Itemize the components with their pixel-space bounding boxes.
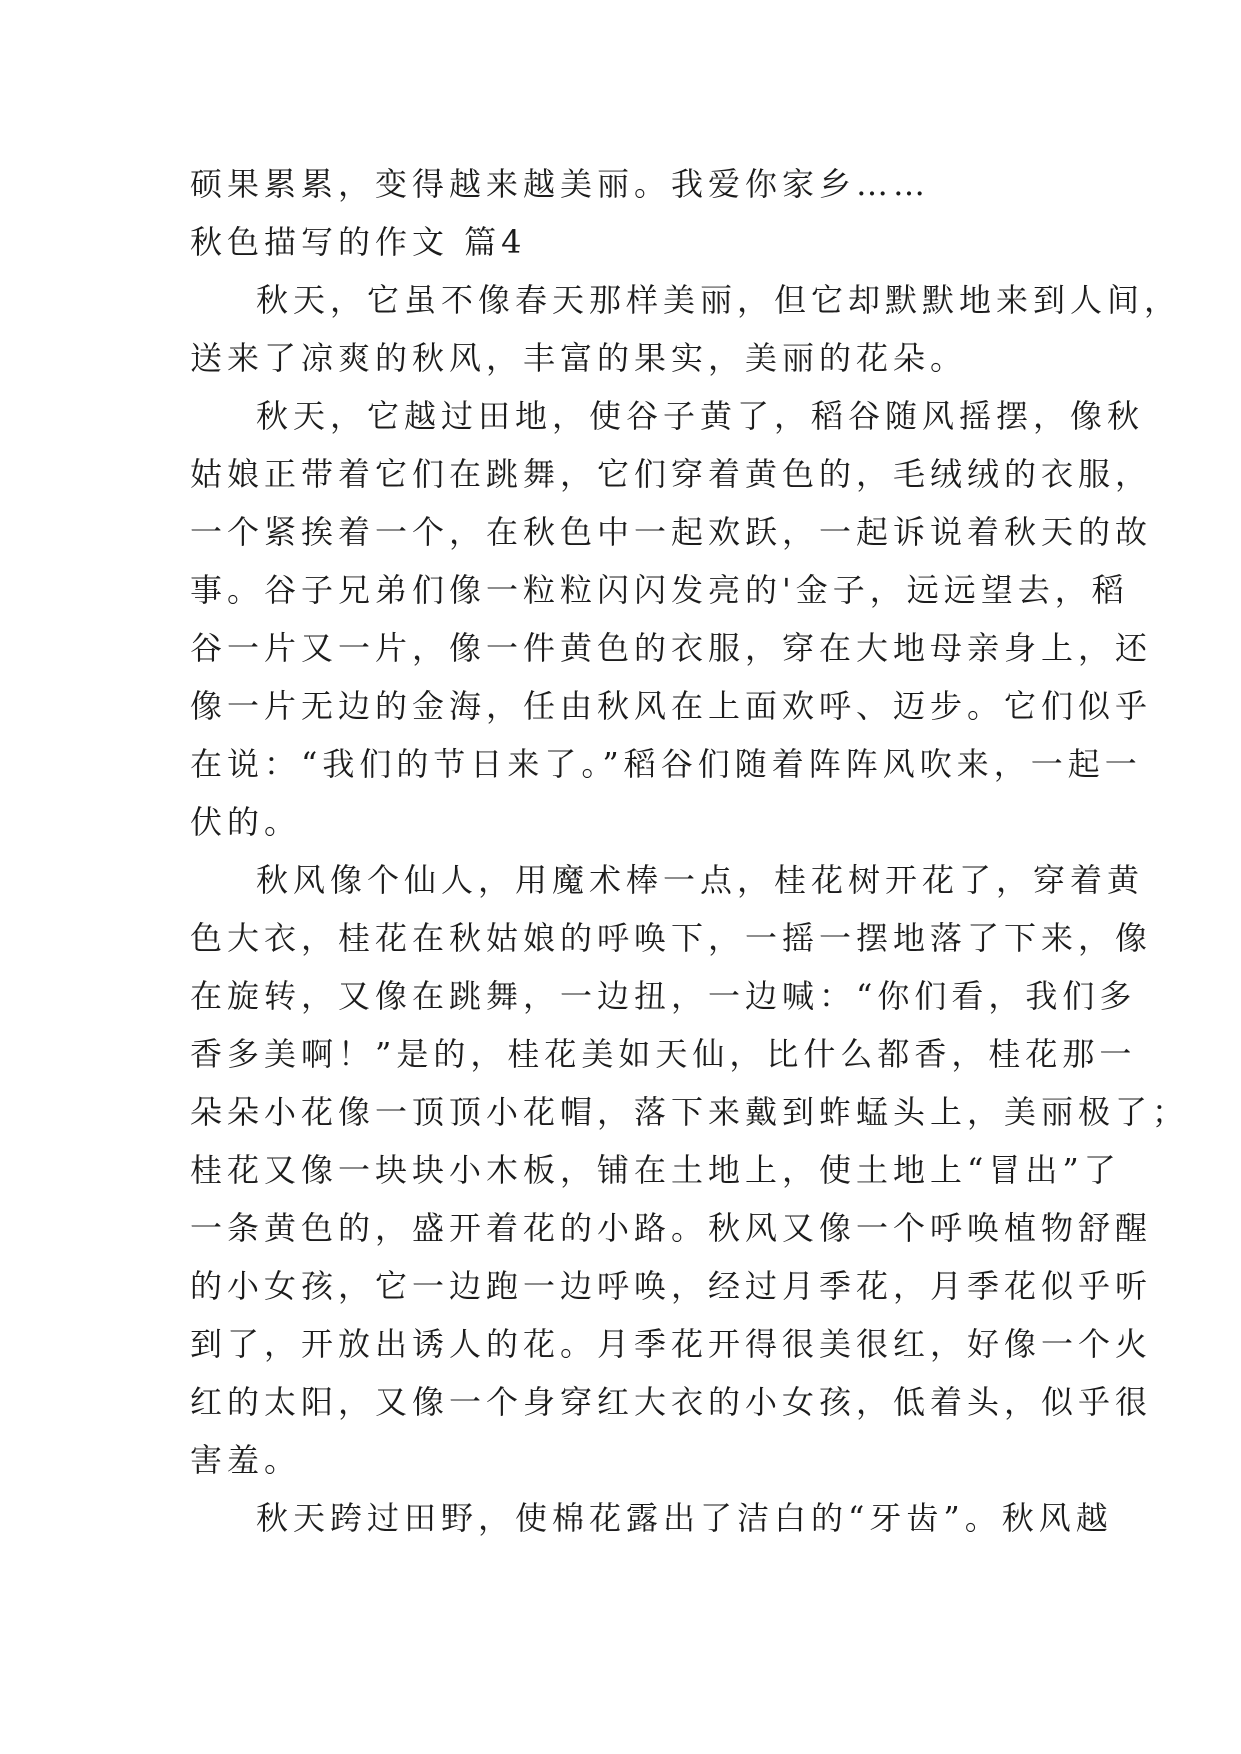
text-line: 送来了凉爽的秋风，丰富的果实，美丽的花朵。 bbox=[190, 339, 968, 377]
text-line: 像一片无边的金海，任由秋风在上面欢呼、迈步。它们似乎 bbox=[190, 687, 1153, 725]
text-line: 在说：“我们的节日来了。”稻谷们随着阵阵风吹来，一起一 bbox=[190, 745, 1142, 783]
text-line: 一个紧挨着一个，在秋色中一起欢跃，一起诉说着秋天的故 bbox=[190, 513, 1153, 551]
text-line: 红的太阳，又像一个身穿红大衣的小女孩，低着头，似乎很 bbox=[190, 1383, 1153, 1421]
text-line: 硕果累累，变得越来越美丽。我爱你家乡…… bbox=[190, 165, 931, 203]
text-line: 在旋转，又像在跳舞，一边扭，一边喊：“你们看，我们多 bbox=[190, 977, 1137, 1015]
text-line: 事。谷子兄弟们像一粒粒闪闪发亮的'金子，远远望去，稻 bbox=[190, 571, 1129, 609]
text-line: 谷一片又一片，像一件黄色的衣服，穿在大地母亲身上，还 bbox=[190, 629, 1153, 667]
text-line: 朵朵小花像一顶顶小花帽，落下来戴到蚱蜢头上，美丽极了； bbox=[190, 1093, 1190, 1131]
text-line: 一条黄色的，盛开着花的小路。秋风又像一个呼唤植物舒醒 bbox=[190, 1209, 1153, 1247]
text-line: 到了，开放出诱人的花。月季花开得很美很红，好像一个火 bbox=[190, 1325, 1153, 1363]
text-line: 秋风像个仙人，用魔术棒一点，桂花树开花了，穿着黄 bbox=[256, 861, 1145, 899]
text-line: 秋天跨过田野，使棉花露出了洁白的“牙齿”。秋风越 bbox=[256, 1499, 1113, 1537]
text-line: 香多美啊！”是的，桂花美如天仙，比什么都香，桂花那一 bbox=[190, 1035, 1137, 1073]
text-line: 桂花又像一块块小木板，铺在土地上，使土地上“冒出”了 bbox=[190, 1151, 1121, 1189]
text-line: 色大衣，桂花在秋姑娘的呼唤下，一摇一摆地落了下来，像 bbox=[190, 919, 1153, 957]
text-line: 的小女孩，它一边跑一边呼唤，经过月季花，月季花似乎听 bbox=[190, 1267, 1153, 1305]
text-line: 秋天，它越过田地，使谷子黄了，稻谷随风摇摆，像秋 bbox=[256, 397, 1145, 435]
text-line: 伏的。 bbox=[190, 803, 302, 841]
section-heading: 秋色描写的作文 篇4 bbox=[190, 223, 527, 261]
text-line: 害羞。 bbox=[190, 1441, 302, 1479]
text-line: 姑娘正带着它们在跳舞，它们穿着黄色的，毛绒绒的衣服， bbox=[190, 455, 1153, 493]
text-line: 秋天，它虽不像春天那样美丽，但它却默默地来到人间， bbox=[256, 281, 1182, 319]
